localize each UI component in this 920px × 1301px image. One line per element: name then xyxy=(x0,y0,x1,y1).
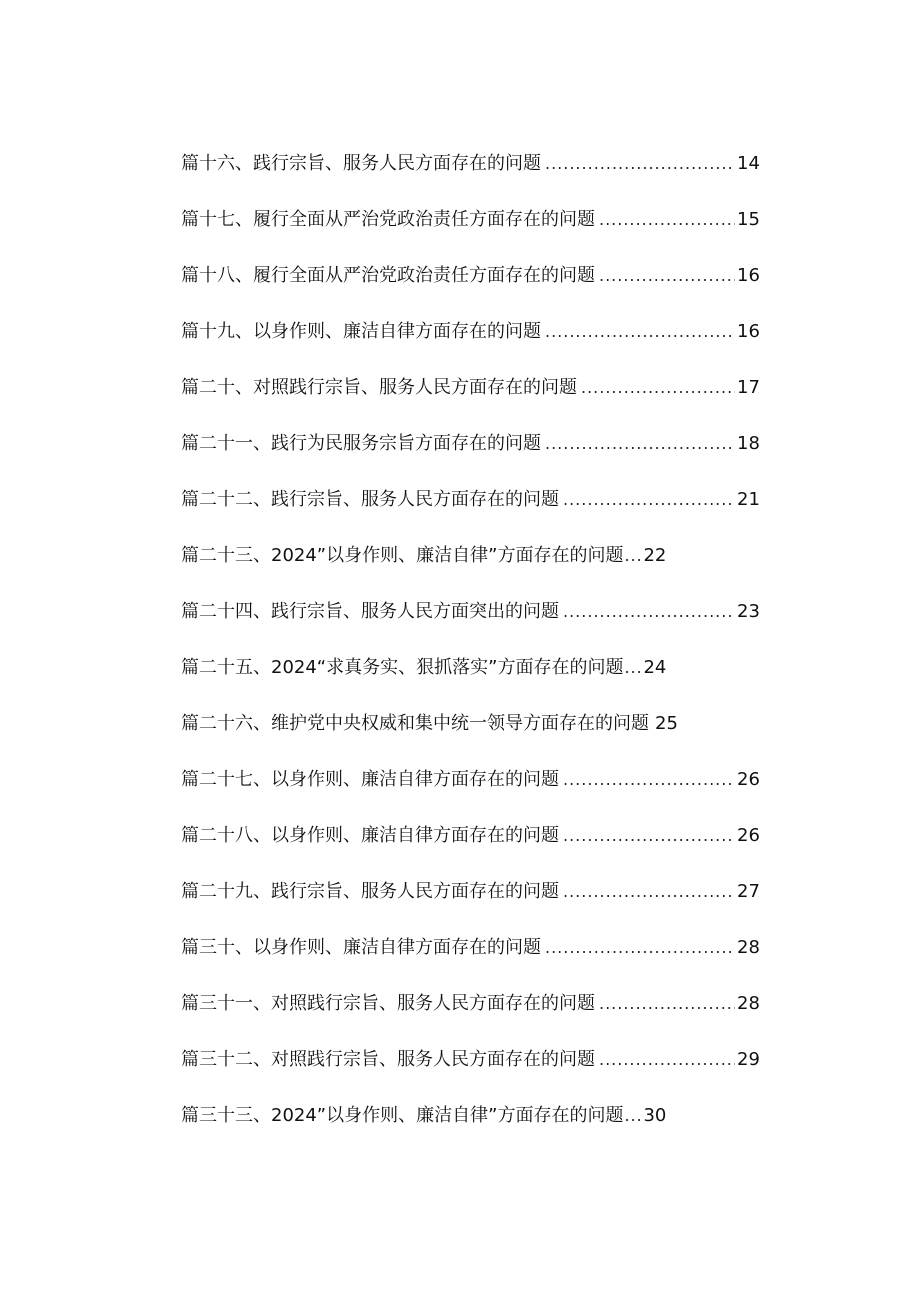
toc-dot-leader xyxy=(599,992,735,1016)
toc-entry-page: 21 xyxy=(737,489,760,510)
toc-entry[interactable] xyxy=(181,696,781,752)
toc-entry[interactable] xyxy=(181,584,759,640)
toc-entry-title: 篇二十二、践行宗旨、服务人民方面存在的问题 xyxy=(181,489,559,510)
toc-entry-title: 篇三十二、对照践行宗旨、服务人民方面存在的问题 xyxy=(181,1049,595,1070)
toc-entry[interactable] xyxy=(181,528,781,584)
toc-dot-leader xyxy=(563,768,735,792)
toc-entry-title: 篇三十一、对照践行宗旨、服务人民方面存在的问题 xyxy=(181,993,595,1014)
toc-dot-leader xyxy=(624,1104,642,1128)
toc-entry-title: 篇二十四、践行宗旨、服务人民方面突出的问题 xyxy=(181,601,559,622)
toc-entry[interactable] xyxy=(181,808,759,864)
toc-entry[interactable] xyxy=(181,360,759,416)
toc-entry[interactable] xyxy=(181,136,759,192)
toc-entry-page: 29 xyxy=(737,1049,760,1070)
toc-entry-page: 26 xyxy=(737,825,760,846)
toc-dot-leader xyxy=(624,544,642,568)
toc-entry-title: 篇二十一、践行为民服务宗旨方面存在的问题 xyxy=(181,433,541,454)
toc-entry[interactable] xyxy=(181,192,759,248)
toc-entry-page: 22 xyxy=(643,545,667,566)
toc-entry[interactable] xyxy=(181,976,759,1032)
toc-entry-title: 篇二十三、2024”以身作则、廉洁自律”方面存在的问题 xyxy=(181,545,624,566)
toc-dot-leader xyxy=(563,600,735,624)
toc-entry-page: 17 xyxy=(737,377,760,398)
toc-entry-page: 16 xyxy=(737,265,760,286)
toc-entry[interactable] xyxy=(181,1088,781,1144)
toc-entry[interactable] xyxy=(181,752,759,808)
toc-entry[interactable] xyxy=(181,304,759,360)
toc-entry-page: 26 xyxy=(737,769,760,790)
toc-dot-leader xyxy=(581,376,735,400)
toc-dot-leader xyxy=(545,152,735,176)
toc-entry-page: 24 xyxy=(643,657,667,678)
toc-entry[interactable] xyxy=(181,248,759,304)
toc-entry-title: 篇二十八、以身作则、廉洁自律方面存在的问题 xyxy=(181,825,559,846)
toc-entry-title: 篇三十、以身作则、廉洁自律方面存在的问题 xyxy=(181,937,541,958)
toc-entry-title: 篇二十七、以身作则、廉洁自律方面存在的问题 xyxy=(181,769,559,790)
toc-entry-page: 30 xyxy=(643,1105,667,1126)
toc-entry[interactable] xyxy=(181,472,759,528)
toc-entry[interactable] xyxy=(181,864,759,920)
toc-dot-leader xyxy=(545,320,735,344)
toc-entry-page: 25 xyxy=(655,713,678,734)
toc-dot-leader xyxy=(599,208,735,232)
toc-entry-page: 14 xyxy=(737,153,760,174)
toc-entry-title: 篇十六、践行宗旨、服务人民方面存在的问题 xyxy=(181,153,541,174)
toc-entry-page: 27 xyxy=(737,881,760,902)
toc-dot-leader xyxy=(545,432,735,456)
toc-entry[interactable] xyxy=(181,920,759,976)
toc-entry-page: 23 xyxy=(737,601,760,622)
toc-dot-leader xyxy=(545,936,735,960)
toc-entry-page: 28 xyxy=(737,937,760,958)
toc-dot-leader xyxy=(563,880,735,904)
toc-entry[interactable] xyxy=(181,1032,759,1088)
toc-entry-title: 篇三十三、2024”以身作则、廉洁自律”方面存在的问题 xyxy=(181,1105,624,1126)
toc-dot-leader xyxy=(599,1048,735,1072)
toc-entry-title: 篇十八、履行全面从严治党政治责任方面存在的问题 xyxy=(181,265,595,286)
toc-entry-title: 篇二十五、2024“求真务实、狠抓落实”方面存在的问题 xyxy=(181,657,624,678)
toc-entry-page: 15 xyxy=(737,209,760,230)
toc-entry-title: 篇二十九、践行宗旨、服务人民方面存在的问题 xyxy=(181,881,559,902)
toc-entry-page: 18 xyxy=(737,433,760,454)
toc-entry-title: 篇十七、履行全面从严治党政治责任方面存在的问题 xyxy=(181,209,595,230)
toc-dot-leader xyxy=(563,824,735,848)
toc-entry[interactable] xyxy=(181,416,759,472)
toc-entry[interactable] xyxy=(181,640,781,696)
table-of-contents xyxy=(181,136,781,1144)
toc-entry-title: 篇二十、对照践行宗旨、服务人民方面存在的问题 xyxy=(181,377,577,398)
toc-dot-leader xyxy=(563,488,735,512)
toc-entry-page: 28 xyxy=(737,993,760,1014)
toc-dot-leader xyxy=(624,656,642,680)
toc-entry-title: 篇十九、以身作则、廉洁自律方面存在的问题 xyxy=(181,321,541,342)
toc-entry-title: 篇二十六、维护党中央权威和集中统一领导方面存在的问题 xyxy=(181,713,649,734)
toc-dot-leader xyxy=(599,264,735,288)
toc-entry-page: 16 xyxy=(737,321,760,342)
